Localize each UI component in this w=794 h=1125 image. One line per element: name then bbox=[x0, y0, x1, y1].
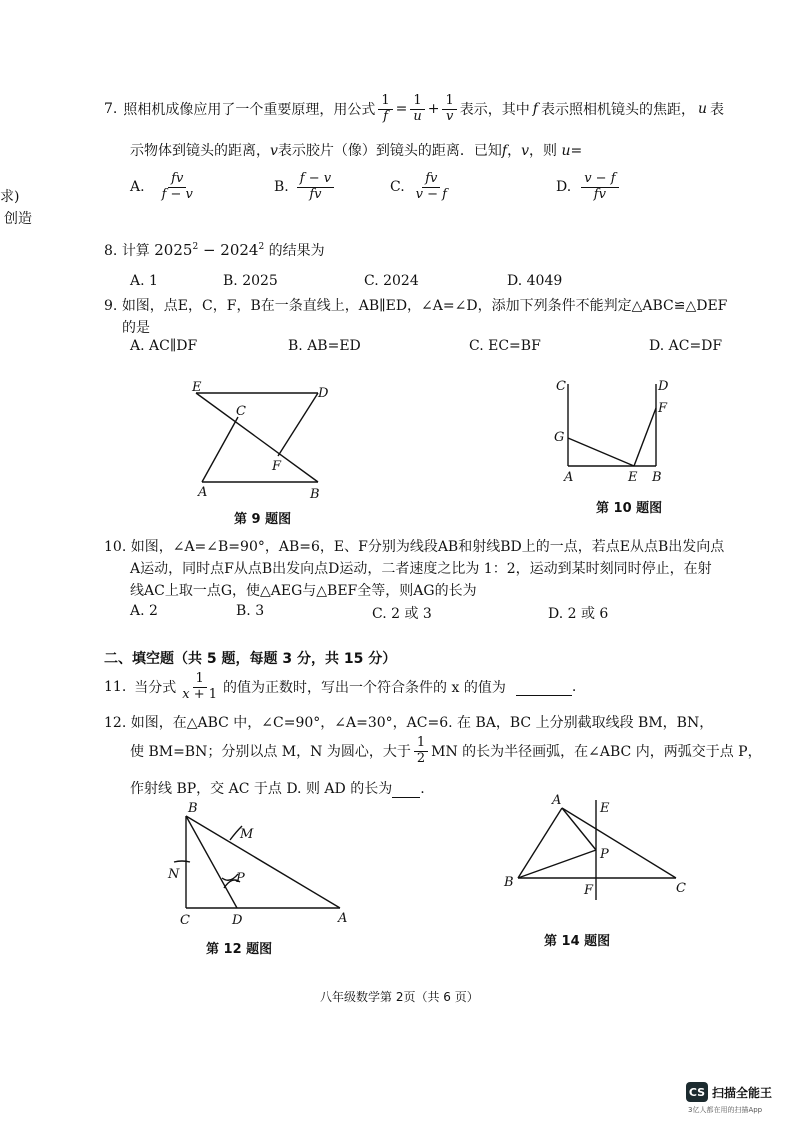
q7-option-a[interactable]: A. $\frac{fv}{f - v}$ bbox=[130, 171, 193, 202]
q10-option-a[interactable]: A. 2 bbox=[130, 603, 158, 619]
svg-text:A: A bbox=[338, 911, 348, 926]
label-F: F bbox=[272, 459, 282, 474]
svg-text:D: D bbox=[658, 379, 669, 394]
q7-option-d[interactable]: D. $\frac{v - f}{fv}$ bbox=[556, 172, 622, 203]
label-C: C bbox=[236, 404, 246, 419]
svg-text:G: G bbox=[554, 430, 565, 445]
svg-text:C: C bbox=[676, 881, 686, 896]
question-12-line3: 作射线 BP，交 AC 于点 D. 则 AD 的长为 . bbox=[130, 781, 425, 797]
figure-12-caption: 第 12 题图 bbox=[206, 942, 273, 957]
svg-text:B: B bbox=[652, 470, 662, 485]
segment-DF bbox=[278, 393, 318, 456]
label-A: A bbox=[198, 485, 208, 500]
margin-fragment-2: 创造 bbox=[4, 211, 32, 227]
svg-text:M: M bbox=[240, 827, 254, 842]
svg-text:C: C bbox=[180, 913, 190, 928]
figure-9-caption: 第 9 题图 bbox=[234, 512, 292, 527]
svg-text:N: N bbox=[168, 867, 180, 882]
q8-option-c[interactable]: C. 2024 bbox=[364, 273, 419, 289]
q8-option-d[interactable]: D. 4049 bbox=[507, 273, 563, 289]
figure-14 bbox=[500, 792, 700, 904]
svg-text:C: C bbox=[556, 379, 566, 394]
q10-option-d[interactable]: D. 2 或 6 bbox=[548, 606, 609, 622]
question-10-line2: A运动，同时点F从点B出发向点D运动，二者速度之比为 1：2，运动到某时刻同时停止，在射 bbox=[130, 561, 712, 577]
svg-text:F: F bbox=[584, 883, 594, 898]
scanner-name: 扫描全能王 bbox=[712, 1085, 773, 1100]
q8-option-b[interactable]: B. 2025 bbox=[223, 273, 278, 289]
svg-text:D: D bbox=[232, 913, 243, 928]
answer-blank-11[interactable] bbox=[516, 679, 572, 696]
q8-option-a[interactable]: A. 1 bbox=[130, 273, 158, 289]
svg-text:P: P bbox=[236, 871, 245, 886]
question-9-line1: 9. 如图，点E，C，F，B在一条直线上，AB∥ED，∠A=∠D，添加下列条件不能判定△ABC≌△DEF bbox=[104, 298, 728, 314]
svg-text:B: B bbox=[188, 801, 198, 816]
svg-text:A: A bbox=[564, 470, 574, 485]
fraction-1-over-x-plus-1: $\frac{1}{x + 1}$ bbox=[182, 671, 218, 702]
svg-text:A: A bbox=[552, 793, 562, 808]
svg-text:B: B bbox=[504, 875, 514, 890]
scanner-watermark bbox=[686, 1082, 772, 1102]
segment-AC bbox=[202, 417, 238, 482]
answer-blank-12[interactable] bbox=[392, 781, 420, 798]
fraction-1-over-v: $\frac{1}{v}$ bbox=[442, 94, 456, 125]
scanner-logo-icon: CS bbox=[686, 1082, 708, 1102]
q9-option-a[interactable]: A. AC∥DF bbox=[130, 338, 198, 354]
figure-12 bbox=[164, 800, 364, 928]
scanner-tagline: 3亿人都在用的扫描App bbox=[688, 1106, 763, 1114]
q7-option-b[interactable]: B. $\frac{f - v}{fv}$ bbox=[274, 172, 337, 203]
label-B: B bbox=[310, 487, 320, 502]
fraction-1-over-u: $\frac{1}{u}$ bbox=[410, 94, 424, 125]
question-7-line2: 示物体到镜头的距离，v表示胶片（像）到镜头的距离．已知f，v，则 u= bbox=[130, 143, 583, 159]
question-9-line2: 的是 bbox=[122, 320, 150, 336]
section-title: 二、填空题（共 5 题，每题 3 分，共 15 分） bbox=[104, 651, 397, 667]
question-8: 8. 计算 $2025^2 - 2024^2$ 的结果为 bbox=[104, 241, 325, 259]
figure-9 bbox=[180, 378, 350, 508]
svg-text:E: E bbox=[628, 470, 638, 485]
q10-option-c[interactable]: C. 2 或 3 bbox=[372, 606, 432, 622]
label-E: E bbox=[192, 380, 202, 395]
question-7-line1: 7. 照相机成像应用了一个重要原理，用公式 $\frac{1}{f}$ = $\frac{1}{u}$ + $\frac{1}{v}$ 表示，其中 f 表示照相机镜头的焦距， u 表 bbox=[104, 93, 724, 124]
question-number: 7. bbox=[104, 101, 118, 118]
q9-option-d[interactable]: D. AC=DF bbox=[649, 338, 723, 354]
q7-option-c[interactable]: C. $\frac{fv}{v - f}$ bbox=[390, 171, 447, 202]
figure-10 bbox=[550, 374, 680, 489]
question-12-line1: 12. 如图，在△ABC 中，∠C=90°，∠A=30°，AC=6. 在 BA，BC 上分别截取线段 BM，BN， bbox=[104, 715, 714, 731]
segment-EB bbox=[196, 393, 318, 482]
svg-text:E: E bbox=[600, 801, 610, 816]
figure-10-caption: 第 10 题图 bbox=[596, 501, 663, 516]
q9-option-b[interactable]: B. AB=ED bbox=[288, 338, 361, 354]
question-12-line2: 使 BM=BN；分别以点 M，N 为圆心，大于 $\frac{1}{2}$ MN 的长为半径画弧，在∠ABC 内，两弧交于点 P， bbox=[130, 735, 762, 766]
figure-14-caption: 第 14 题图 bbox=[544, 934, 611, 949]
q10-option-b[interactable]: B. 3 bbox=[236, 603, 265, 619]
label-D: D bbox=[318, 386, 329, 401]
page-footer: 八年级数学第 2页（共 6 页） bbox=[320, 990, 479, 1004]
q9-option-c[interactable]: C. EC=BF bbox=[469, 338, 541, 354]
margin-fragment-1: 求) bbox=[0, 189, 20, 205]
question-10-line1: 10. 如图，∠A=∠B=90°，AB=6，E、F分别为线段AB和射线BD上的一点，若点E从点B出发向点 bbox=[104, 539, 725, 555]
fraction-1-over-f: $\frac{1}{f}$ bbox=[378, 94, 392, 125]
svg-text:F: F bbox=[658, 401, 668, 416]
question-11: 11. 当分式 $\frac{1}{x + 1}$ 的值为正数时，写出一个符合条件的 x 的值为 . bbox=[104, 671, 577, 702]
question-10-line3: 线AC上取一点G，使△AEG与△BEF全等，则AG的长为 bbox=[130, 583, 477, 599]
svg-text:P: P bbox=[600, 847, 609, 862]
